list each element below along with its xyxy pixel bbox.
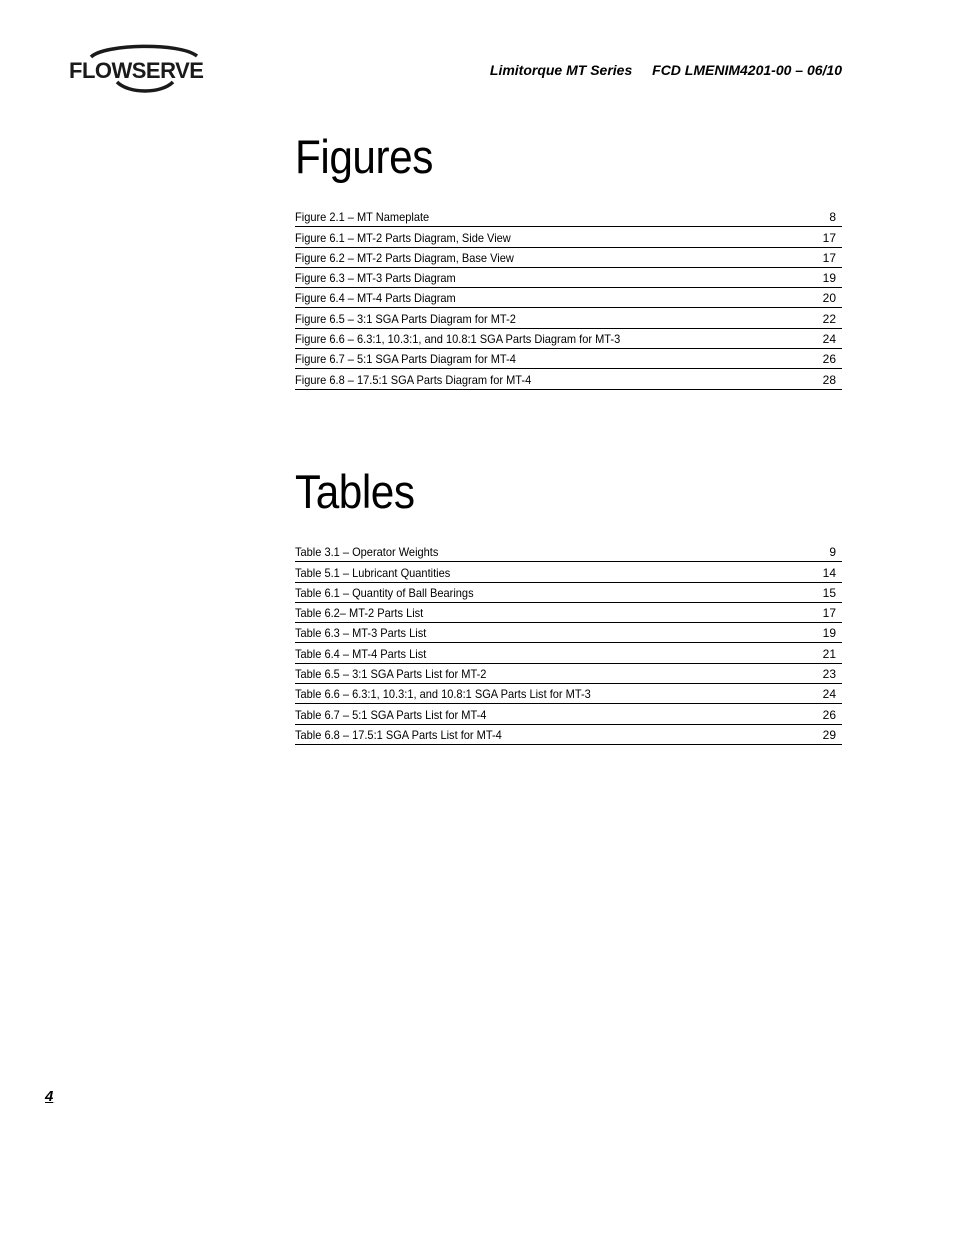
table-page: 14 <box>822 565 836 580</box>
table-page: 15 <box>822 585 836 600</box>
figure-row[interactable] <box>295 308 842 328</box>
running-header <box>490 62 842 78</box>
header-doc-code: FCD LMENIM4201-00 – 06/10 <box>652 62 842 78</box>
table-label: Table 6.6 – 6.3:1, 10.3:1, and 10.8:1 SGA Parts List for MT-3 <box>295 687 591 702</box>
tables-section <box>295 466 842 745</box>
table-row[interactable] <box>295 603 842 623</box>
table-row[interactable] <box>295 684 842 704</box>
figure-row[interactable] <box>295 329 842 349</box>
page-number: 4 <box>45 1088 54 1105</box>
figures-title: Figures <box>295 130 433 183</box>
table-label: Table 6.4 – MT-4 Parts List <box>295 646 427 661</box>
figure-label: Figure 6.3 – MT-3 Parts Diagram <box>295 271 456 286</box>
figure-page: 26 <box>822 352 836 367</box>
table-page: 17 <box>822 606 836 621</box>
table-row[interactable] <box>295 725 842 745</box>
table-row[interactable] <box>295 542 842 562</box>
table-label: Table 6.1 – Quantity of Ball Bearings <box>295 585 474 600</box>
table-label: Table 6.2– MT-2 Parts List <box>295 606 424 621</box>
figure-row[interactable] <box>295 268 842 288</box>
figure-label: Figure 6.4 – MT-4 Parts Diagram <box>295 291 456 306</box>
tables-list <box>295 542 842 745</box>
table-page: 23 <box>822 667 836 682</box>
figure-page: 8 <box>829 210 836 225</box>
figure-row[interactable] <box>295 288 842 308</box>
figure-page: 20 <box>822 291 836 306</box>
table-row[interactable] <box>295 583 842 603</box>
table-row[interactable] <box>295 562 842 582</box>
figure-label: Figure 6.6 – 6.3:1, 10.3:1, and 10.8:1 SGA Parts Diagram for MT-3 <box>295 332 621 347</box>
flowserve-logo <box>69 44 209 96</box>
header-series: Limitorque MT Series <box>489 62 633 78</box>
figure-label: Figure 2.1 – MT Nameplate <box>295 210 430 225</box>
figure-row[interactable] <box>295 369 842 389</box>
figures-section <box>295 131 842 390</box>
table-page: 24 <box>822 687 836 702</box>
figure-page: 17 <box>822 230 836 245</box>
logo-text: FLOWSERVE <box>69 58 204 83</box>
table-label: Table 6.5 – 3:1 SGA Parts List for MT-2 <box>295 667 487 682</box>
figure-page: 22 <box>822 311 836 326</box>
table-row[interactable] <box>295 643 842 663</box>
figure-page: 28 <box>822 372 836 387</box>
figure-label: Figure 6.1 – MT-2 Parts Diagram, Side View <box>295 230 511 245</box>
table-row[interactable] <box>295 623 842 643</box>
table-label: Table 3.1 – Operator Weights <box>295 545 439 560</box>
figure-label: Figure 6.8 – 17.5:1 SGA Parts Diagram for MT-4 <box>295 372 532 387</box>
figure-label: Figure 6.2 – MT-2 Parts Diagram, Base View <box>295 250 514 265</box>
figure-row[interactable] <box>295 207 842 227</box>
table-page: 29 <box>822 727 836 742</box>
table-row[interactable] <box>295 704 842 724</box>
figures-list <box>295 207 842 390</box>
figure-row[interactable] <box>295 248 842 268</box>
table-page: 9 <box>829 545 836 560</box>
table-page: 19 <box>822 626 836 641</box>
table-label: Table 6.7 – 5:1 SGA Parts List for MT-4 <box>295 707 487 722</box>
tables-title: Tables <box>295 465 415 518</box>
figure-page: 17 <box>822 250 836 265</box>
table-row[interactable] <box>295 664 842 684</box>
table-label: Table 6.3 – MT-3 Parts List <box>295 626 427 641</box>
figure-row[interactable] <box>295 349 842 369</box>
figure-page: 19 <box>822 271 836 286</box>
figure-row[interactable] <box>295 227 842 247</box>
figure-label: Figure 6.7 – 5:1 SGA Parts Diagram for MT-4 <box>295 352 516 367</box>
table-page: 26 <box>822 707 836 722</box>
figure-page: 24 <box>822 332 836 347</box>
table-page: 21 <box>822 646 836 661</box>
table-label: Table 6.8 – 17.5:1 SGA Parts List for MT-4 <box>295 727 502 742</box>
figure-label: Figure 6.5 – 3:1 SGA Parts Diagram for MT-2 <box>295 311 516 326</box>
table-label: Table 5.1 – Lubricant Quantities <box>295 565 451 580</box>
